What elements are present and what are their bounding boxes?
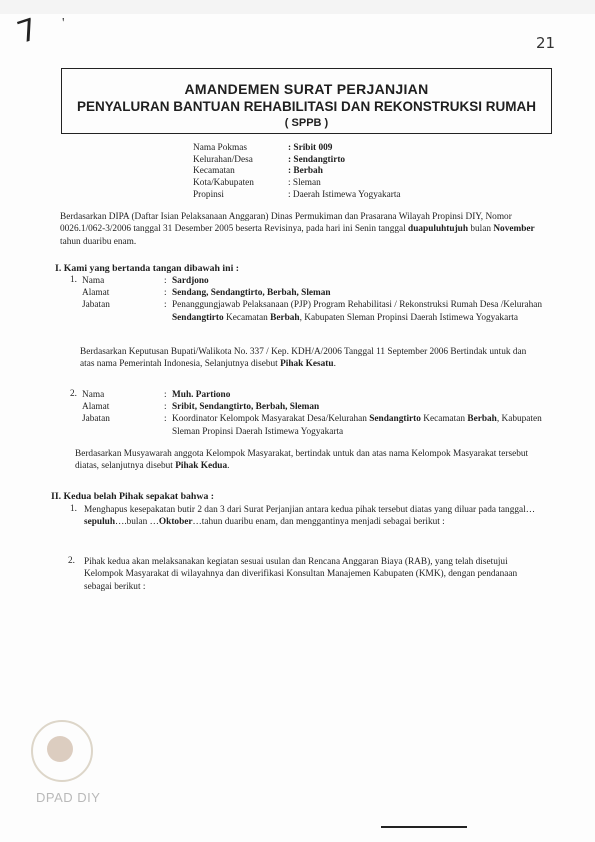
archive-seal-icon: [31, 720, 93, 782]
bottom-rule: [381, 826, 467, 828]
intro-paragraph: Berdasarkan DIPA (Daftar Isian Pelaksanaan Anggaran) Dinas Permukiman dan Prasarana Wilayah Propinsi DIY, Nomor 0026.1/062-3/2006 tanggal 31 Desember 2005 beserta Revisinya, pada hari ini Senin tanggal duapuluhtujuh bulan November tahun duaribu enam.: [60, 212, 535, 247]
item-2-text: Pihak kedua akan melaksanakan kegiatan sesuai usulan dan Rencana Anggaran Biaya (RAB), yang telah disetujui Kelompok Masyarakat di wilayahnya dan diverifikasi Konsultan Manajemen Kabupaten (KMK), dengan pendanaan sebagai berikut :: [84, 557, 518, 592]
identity-row: [193, 178, 401, 190]
party-1-position: Penanggungjawab Pelaksanaan (PJP) Program Rehabilitasi / Rekonstruksi Rumah Desa /Kelurahan Sendangtirto Kecamatan Berbah, Kabupaten Sleman Propinsi Daerah Istimewa Yogyakarta: [172, 300, 542, 323]
party-2-name: Muh. Partiono: [172, 390, 231, 400]
identity-block: [193, 143, 401, 202]
party-2-details: Nama : Muh. Partiono Alamat : Sribit, Sendangtirto, Berbah, Sleman Jabatan : Koordinator Kelompok Masyarakat Desa/Kelurahan Sendangtirto Kecamatan Berbah, Kabupaten Sleman Propinsi Daerah Istimewa Yogyakarta: [82, 389, 552, 438]
handwritten-page-number: 21: [536, 34, 556, 52]
identity-value: : Sendangtirto: [288, 154, 346, 165]
party-1-name: Sardjono: [172, 276, 209, 286]
section-2-heading: II. Kedua belah Pihak sepakat bahwa :: [51, 491, 215, 502]
party-2-position: Koordinator Kelompok Masyarakat Desa/Kelurahan Sendangtirto Kecamatan Berbah, Kabupaten Sleman Propinsi Daerah Istimewa Yogyakarta: [172, 414, 542, 437]
party-2-paragraph: Berdasarkan Musyawarah anggota Kelompok Masyarakat, bertindak untuk dan atas nama Kelompok Masyarakat tersebut diatas, selanjutnya disebut Pihak Kedua.: [75, 449, 529, 472]
handwritten-corner-mark: 7: [13, 11, 43, 52]
archive-watermark: DPAD DIY: [36, 790, 101, 805]
title-line-3: ( SPPB ): [284, 117, 329, 129]
title-line-1: AMANDEMEN SURAT PERJANJIAN: [184, 81, 429, 97]
party-1-address: Sendang, Sendangtirto, Berbah, Sleman: [172, 288, 331, 299]
identity-value: : Sribit 009: [288, 143, 333, 153]
identity-label: Kecamatan: [193, 166, 235, 177]
identity-value: : Sleman: [288, 178, 321, 189]
identity-label: Kelurahan/Desa: [193, 154, 253, 165]
identity-label: Propinsi: [193, 189, 224, 200]
identity-row: [193, 166, 401, 178]
item-2-number: 2.: [68, 556, 75, 566]
identity-label: Kota/Kabupaten: [193, 178, 254, 189]
party-1-number: 1.: [70, 275, 77, 285]
party-2-address: Sribit, Sendangtirto, Berbah, Sleman: [172, 402, 320, 413]
party-1-details: Nama : Sardjono Alamat : Sendang, Sendangtirto, Berbah, Sleman Jabatan : Penanggungjawab Pelaksanaan (PJP) Program Rehabilitasi / Rekonstruksi Rumah Desa /Kelurahan Sendangtirto Kecamatan Berbah, Kabupaten Sleman Propinsi Daerah Istimewa Yogyakarta: [82, 275, 552, 324]
identity-row: [193, 143, 401, 155]
item-1-number: 1.: [70, 504, 77, 514]
title-box: [61, 68, 552, 134]
identity-value: : Berbah: [288, 166, 323, 177]
item-1-text: Menghapus kesepakatan butir 2 dan 3 dari Surat Perjanjian antara kedua pihak tersebut diatas yang diluar pada tanggal…sepuluh….bulan …Oktober…tahun duaribu enam, dan menggantinya menjadi sebagai berikut :: [84, 505, 536, 528]
handwritten-tick: ': [62, 16, 65, 31]
identity-row: [193, 155, 401, 167]
section-1-heading: I. Kami yang bertanda tangan dibawah ini :: [55, 263, 240, 274]
party-1-paragraph: Berdasarkan Keputusan Bupati/Walikota No. 337 / Kep. KDH/A/2006 Tanggal 11 September 2006 Bertindak untuk dan atas nama Pemerintah Indonesia, Selanjutnya disebut Pihak Kesatu.: [80, 347, 527, 370]
identity-value: : Daerah Istimewa Yogyakarta: [288, 189, 401, 200]
identity-row: [193, 190, 401, 202]
identity-label: Nama Pokmas: [193, 143, 247, 153]
party-2-number: 2.: [70, 389, 77, 399]
scan-top-edge: [0, 0, 595, 14]
title-line-2: PENYALURAN BANTUAN REHABILITASI DAN REKONSTRUKSI RUMAH: [76, 99, 536, 114]
